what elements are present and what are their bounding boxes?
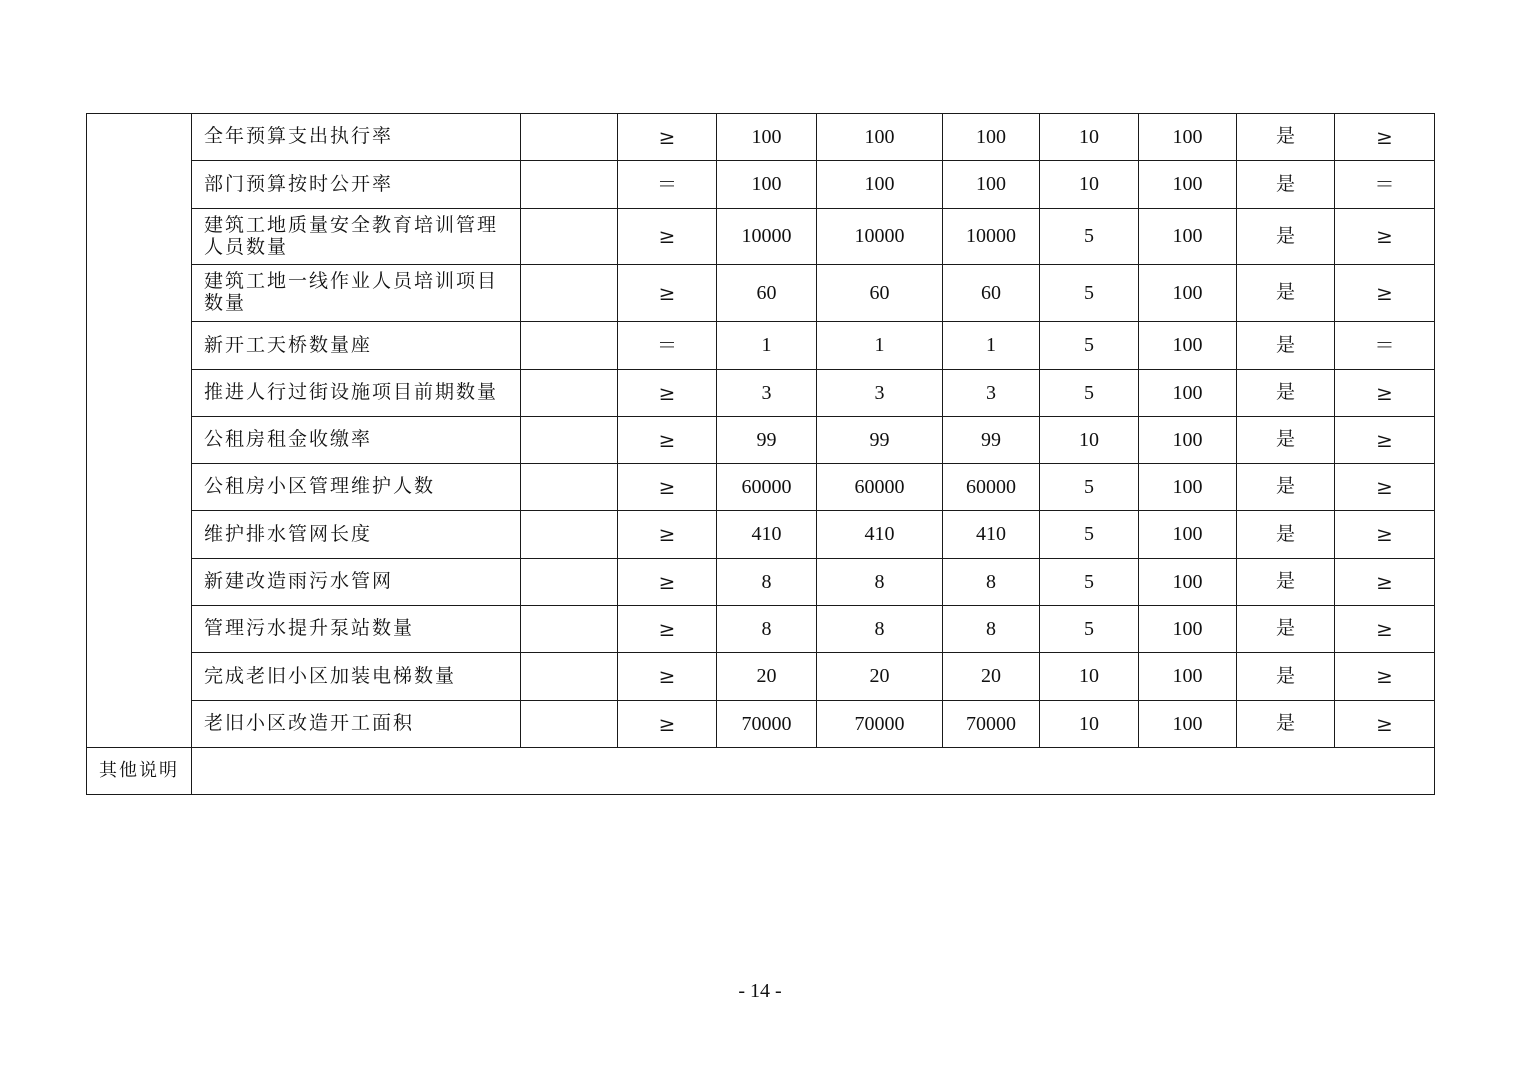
blank-cell xyxy=(521,559,618,606)
actual-value-cell: 3 xyxy=(943,370,1040,417)
score-cell: 100 xyxy=(1139,464,1237,511)
achieved-cell: 是 xyxy=(1237,417,1335,464)
table-row xyxy=(87,606,1435,653)
weight-cell: 10 xyxy=(1040,114,1139,161)
indicator-name-cell: 管理污水提升泵站数量 xyxy=(192,606,521,653)
operator-cell: ＝ xyxy=(618,322,717,370)
indicator-name-cell: 维护排水管网长度 xyxy=(192,511,521,559)
achieved-cell: 是 xyxy=(1237,209,1335,265)
achieved-cell: 是 xyxy=(1237,701,1335,748)
operator-cell-2: ≥ xyxy=(1335,464,1435,511)
achieved-cell: 是 xyxy=(1237,161,1335,209)
plan-value-cell: 60000 xyxy=(817,464,943,511)
operator-cell-2: ≥ xyxy=(1335,265,1435,322)
operator-cell-2: ≥ xyxy=(1335,606,1435,653)
indicator-name-cell: 建筑工地质量安全教育培训管理人员数量 xyxy=(192,209,521,265)
achieved-cell: 是 xyxy=(1237,464,1335,511)
operator-cell: ≥ xyxy=(618,464,717,511)
weight-cell: 5 xyxy=(1040,209,1139,265)
plan-value-cell: 20 xyxy=(817,653,943,701)
operator-cell: ≥ xyxy=(618,606,717,653)
table-row xyxy=(87,209,1435,265)
performance-indicator-table xyxy=(86,113,1435,795)
indicator-name-cell: 新开工天桥数量座 xyxy=(192,322,521,370)
notes-label: 其他说明 xyxy=(87,748,192,795)
weight-cell: 5 xyxy=(1040,265,1139,322)
indicator-name-cell: 推进人行过街设施项目前期数量 xyxy=(192,370,521,417)
table-row xyxy=(87,559,1435,606)
plan-value-cell: 99 xyxy=(817,417,943,464)
operator-cell: ≥ xyxy=(618,653,717,701)
achieved-cell: 是 xyxy=(1237,265,1335,322)
operator-cell: ≥ xyxy=(618,114,717,161)
achieved-cell: 是 xyxy=(1237,322,1335,370)
blank-cell xyxy=(521,464,618,511)
blank-cell xyxy=(521,417,618,464)
achieved-cell: 是 xyxy=(1237,511,1335,559)
operator-cell-2: ≥ xyxy=(1335,511,1435,559)
actual-value-cell: 20 xyxy=(943,653,1040,701)
actual-value-cell: 100 xyxy=(943,161,1040,209)
operator-cell: ≥ xyxy=(618,701,717,748)
indicator-name-cell: 公租房租金收缴率 xyxy=(192,417,521,464)
category-cell xyxy=(87,114,192,748)
operator-cell: ＝ xyxy=(618,161,717,209)
actual-value-cell: 8 xyxy=(943,559,1040,606)
blank-cell xyxy=(521,701,618,748)
target-value-cell: 10000 xyxy=(717,209,817,265)
plan-value-cell: 8 xyxy=(817,559,943,606)
table-body xyxy=(87,114,1435,795)
table-row xyxy=(87,464,1435,511)
indicator-name-cell: 公租房小区管理维护人数 xyxy=(192,464,521,511)
plan-value-cell: 1 xyxy=(817,322,943,370)
score-cell: 100 xyxy=(1139,559,1237,606)
indicator-name-cell: 新建改造雨污水管网 xyxy=(192,559,521,606)
page-number: - 14 - xyxy=(738,980,782,1002)
table-row xyxy=(87,417,1435,464)
weight-cell: 5 xyxy=(1040,464,1139,511)
score-cell: 100 xyxy=(1139,701,1237,748)
actual-value-cell: 10000 xyxy=(943,209,1040,265)
operator-cell-2: ≥ xyxy=(1335,417,1435,464)
target-value-cell: 20 xyxy=(717,653,817,701)
actual-value-cell: 100 xyxy=(943,114,1040,161)
score-cell: 100 xyxy=(1139,322,1237,370)
score-cell: 100 xyxy=(1139,114,1237,161)
achieved-cell: 是 xyxy=(1237,559,1335,606)
indicator-name-cell: 建筑工地一线作业人员培训项目数量 xyxy=(192,265,521,322)
weight-cell: 5 xyxy=(1040,370,1139,417)
table-row xyxy=(87,653,1435,701)
weight-cell: 10 xyxy=(1040,417,1139,464)
actual-value-cell: 410 xyxy=(943,511,1040,559)
plan-value-cell: 8 xyxy=(817,606,943,653)
target-value-cell: 100 xyxy=(717,114,817,161)
score-cell: 100 xyxy=(1139,511,1237,559)
target-value-cell: 100 xyxy=(717,161,817,209)
target-value-cell: 8 xyxy=(717,606,817,653)
actual-value-cell: 99 xyxy=(943,417,1040,464)
score-cell: 100 xyxy=(1139,653,1237,701)
score-cell: 100 xyxy=(1139,417,1237,464)
table-row xyxy=(87,161,1435,209)
operator-cell-2: ≥ xyxy=(1335,701,1435,748)
table-row xyxy=(87,114,1435,161)
actual-value-cell: 60 xyxy=(943,265,1040,322)
blank-cell xyxy=(521,265,618,322)
target-value-cell: 410 xyxy=(717,511,817,559)
operator-cell-2: ≥ xyxy=(1335,653,1435,701)
table-row xyxy=(87,370,1435,417)
plan-value-cell: 100 xyxy=(817,161,943,209)
score-cell: 100 xyxy=(1139,209,1237,265)
notes-row xyxy=(87,748,1435,795)
blank-cell xyxy=(521,606,618,653)
actual-value-cell: 1 xyxy=(943,322,1040,370)
actual-value-cell: 8 xyxy=(943,606,1040,653)
operator-cell: ≥ xyxy=(618,209,717,265)
weight-cell: 10 xyxy=(1040,653,1139,701)
blank-cell xyxy=(521,322,618,370)
table-row xyxy=(87,322,1435,370)
indicator-name-cell: 部门预算按时公开率 xyxy=(192,161,521,209)
operator-cell: ≥ xyxy=(618,370,717,417)
target-value-cell: 8 xyxy=(717,559,817,606)
plan-value-cell: 10000 xyxy=(817,209,943,265)
table-row xyxy=(87,511,1435,559)
operator-cell-2: ≥ xyxy=(1335,559,1435,606)
weight-cell: 10 xyxy=(1040,161,1139,209)
weight-cell: 5 xyxy=(1040,559,1139,606)
operator-cell-2: ＝ xyxy=(1335,161,1435,209)
achieved-cell: 是 xyxy=(1237,370,1335,417)
blank-cell xyxy=(521,511,618,559)
achieved-cell: 是 xyxy=(1237,606,1335,653)
target-value-cell: 70000 xyxy=(717,701,817,748)
operator-cell: ≥ xyxy=(618,559,717,606)
blank-cell xyxy=(521,653,618,701)
blank-cell xyxy=(521,161,618,209)
target-value-cell: 99 xyxy=(717,417,817,464)
blank-cell xyxy=(521,370,618,417)
score-cell: 100 xyxy=(1139,161,1237,209)
plan-value-cell: 410 xyxy=(817,511,943,559)
operator-cell-2: ≥ xyxy=(1335,370,1435,417)
plan-value-cell: 100 xyxy=(817,114,943,161)
table-row xyxy=(87,701,1435,748)
operator-cell: ≥ xyxy=(618,417,717,464)
plan-value-cell: 60 xyxy=(817,265,943,322)
weight-cell: 10 xyxy=(1040,701,1139,748)
notes-value xyxy=(192,748,1435,795)
operator-cell: ≥ xyxy=(618,265,717,322)
score-cell: 100 xyxy=(1139,606,1237,653)
blank-cell xyxy=(521,209,618,265)
indicator-name-cell: 老旧小区改造开工面积 xyxy=(192,701,521,748)
operator-cell: ≥ xyxy=(618,511,717,559)
weight-cell: 5 xyxy=(1040,606,1139,653)
actual-value-cell: 60000 xyxy=(943,464,1040,511)
plan-value-cell: 3 xyxy=(817,370,943,417)
actual-value-cell: 70000 xyxy=(943,701,1040,748)
plan-value-cell: 70000 xyxy=(817,701,943,748)
indicator-name-cell: 全年预算支出执行率 xyxy=(192,114,521,161)
table-row xyxy=(87,265,1435,322)
target-value-cell: 3 xyxy=(717,370,817,417)
target-value-cell: 1 xyxy=(717,322,817,370)
target-value-cell: 60000 xyxy=(717,464,817,511)
achieved-cell: 是 xyxy=(1237,653,1335,701)
operator-cell-2: ＝ xyxy=(1335,322,1435,370)
achieved-cell: 是 xyxy=(1237,114,1335,161)
operator-cell-2: ≥ xyxy=(1335,209,1435,265)
score-cell: 100 xyxy=(1139,265,1237,322)
blank-cell xyxy=(521,114,618,161)
indicator-name-cell: 完成老旧小区加装电梯数量 xyxy=(192,653,521,701)
weight-cell: 5 xyxy=(1040,322,1139,370)
score-cell: 100 xyxy=(1139,370,1237,417)
operator-cell-2: ≥ xyxy=(1335,114,1435,161)
target-value-cell: 60 xyxy=(717,265,817,322)
weight-cell: 5 xyxy=(1040,511,1139,559)
